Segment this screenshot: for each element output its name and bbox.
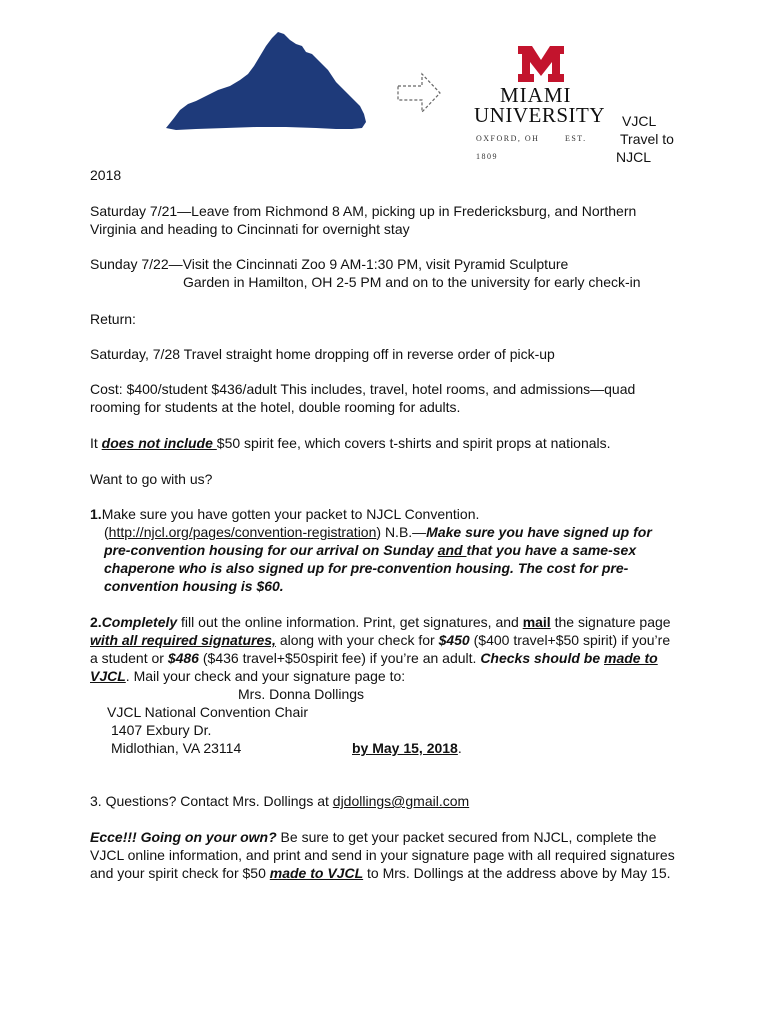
logo-name-line2: UNIVERSITY — [474, 103, 605, 127]
caption-line2: Travel to — [620, 131, 674, 147]
ecce-lead: Ecce!!! Going on your own? — [90, 829, 277, 845]
step1-after-link: ) N.B.— — [376, 524, 427, 540]
step2-with-signatures: with all required signatures, — [90, 632, 276, 648]
virginia-map — [166, 28, 370, 132]
fee-prefix: It — [90, 435, 102, 451]
address-line3: Midlothian, VA 23114 — [111, 740, 242, 756]
step2-made-to: made to VJCL — [90, 650, 658, 684]
caption-line1: VJCL — [622, 113, 657, 129]
ecce-paragraph — [90, 828, 685, 882]
step2-checks: Checks should be — [480, 650, 605, 666]
step2-text2: the signature page — [550, 614, 671, 630]
address-line2: 1407 Exbury Dr. — [111, 722, 212, 738]
step1-text: Make sure you have gotten your packet to NJCL Convention. — [101, 506, 480, 522]
step1 — [90, 505, 680, 595]
step2-amount-450: $450 — [438, 632, 470, 648]
deadline-date: by May 15, 2018 — [352, 740, 458, 756]
year: 2018 — [90, 167, 122, 183]
right-arrow-icon — [396, 70, 444, 116]
step1-open-paren: ( — [104, 524, 109, 540]
step2-amount-486: $486 — [167, 650, 199, 666]
miami-m-icon — [516, 44, 566, 84]
step3 — [90, 792, 690, 810]
njcl-registration-link[interactable]: http://njcl.org/pages/convention-registration — [108, 524, 377, 540]
miami-university-logo — [472, 44, 612, 161]
spirit-fee — [90, 434, 690, 452]
step1-details — [90, 523, 680, 595]
step2-text5: ($436 travel+$50spirit fee) if you’re an adult. — [198, 650, 481, 666]
return-detail: Saturday, 7/28 Travel straight home dropping off in reverse order of pick-up — [90, 346, 555, 362]
step2-text6: . Mail your check and your signature page to: — [125, 668, 406, 684]
ecce-made-to: made to VJCL — [269, 865, 364, 881]
ecce-text2: to Mrs. Dollings at the address above by May 15. — [363, 865, 671, 881]
deadline-period: . — [457, 740, 462, 756]
step2-mail: mail — [522, 614, 551, 630]
caption-line3: NJCL — [616, 149, 652, 165]
step2-text3: along with your check for — [275, 632, 439, 648]
itinerary-sunday-line2: Garden in Hamilton, OH 2-5 PM and on to the university for early check-in — [183, 274, 641, 290]
step3-text: 3. Questions? Contact Mrs. Dollings at — [90, 793, 333, 809]
itinerary-sunday-line1: Sunday 7/22—Visit the Cincinnati Zoo 9 AM-1:30 PM, visit Pyramid Sculpture — [90, 256, 569, 272]
step2 — [90, 613, 680, 685]
fee-suffix: $50 spirit fee, which covers t-shirts and spirit props at nationals. — [216, 435, 611, 451]
ecce-text1: Be sure to get your packet secured from NJCL, complete the VJCL online information, and print and send in your signature page with all required signatures and your spirit check for $50 — [90, 829, 675, 881]
step1-emphasis1: Make sure you have signed up for pre-convention housing for our arrival on Sunday — [104, 524, 652, 558]
email-link[interactable]: djdollings@gmail.com — [332, 793, 470, 809]
itinerary-saturday: Saturday 7/21—Leave from Richmond 8 AM, picking up in Fredericksburg, and Northern Virginia and heading to Cincinnati for overnight stay — [90, 203, 637, 237]
want-to-go: Want to go with us? — [90, 471, 213, 487]
fee-emphasis: does not include — [101, 435, 217, 451]
step1-number: 1. — [90, 506, 102, 522]
step2-text4: ($400 travel+$50 spirit) if you’re a student or — [90, 632, 671, 666]
logo-sub-right: EST. 1809 — [476, 134, 587, 161]
cost-text: Cost: $400/student $436/adult This includes, travel, hotel rooms, and admissions—quad rooming for students at the hotel, double rooming for adults. — [90, 381, 636, 415]
deadline — [352, 739, 462, 757]
step2-completely: Completely — [101, 614, 178, 630]
step1-and: and — [437, 542, 467, 558]
return-label: Return: — [90, 311, 136, 327]
step2-text1: fill out the online information. Print, get signatures, and — [177, 614, 523, 630]
recipient-name: Mrs. Donna Dollings — [238, 686, 365, 702]
logo-sub-left: OXFORD, OH — [476, 134, 540, 143]
step2-number: 2. — [90, 614, 102, 630]
logo-location — [476, 130, 606, 166]
step1-emphasis2: that you have a same-sex chaperone who is also signed up for pre-convention housing. The cost for pre-convention housing is $60. — [104, 542, 637, 594]
logo-name-line1: MIAMI — [500, 83, 572, 107]
address-line1: VJCL National Convention Chair — [107, 704, 309, 720]
virginia-shape — [166, 32, 366, 130]
